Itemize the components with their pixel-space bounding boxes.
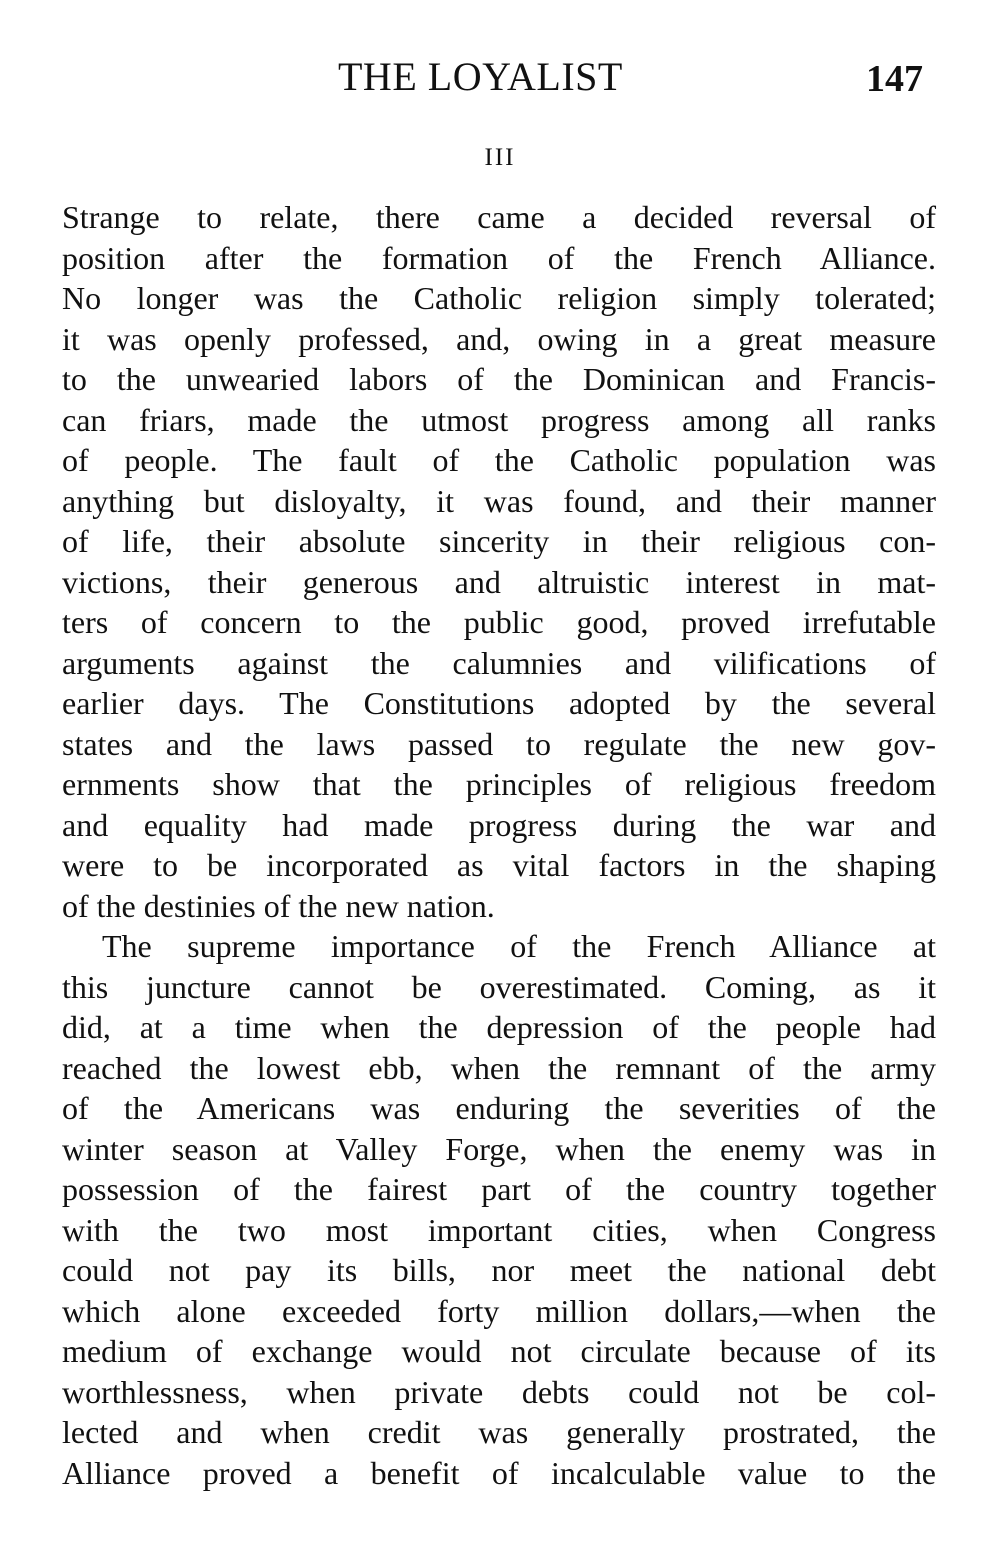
text-line: anything but disloyalty, it was found, and their manner <box>62 482 936 519</box>
text-line: of people. The fault of the Catholic population was <box>62 442 936 478</box>
text-line: Alliance proved a benefit of incalculable value to the <box>62 1454 936 1491</box>
paragraph-end-line: of the destinies of the new nation. <box>62 887 495 924</box>
text-line: medium of exchange would not circulate because of its <box>62 1333 936 1369</box>
paragraph-start-line: The supreme importance of the French Alliance at <box>102 928 936 964</box>
text-line: victions, their generous and altruistic interest in mat- <box>62 563 936 600</box>
text-line: did, at a time when the depression of the people had <box>62 1009 936 1045</box>
text-line: were to be incorporated as vital factors in the shaping <box>62 847 936 883</box>
text-line: worthlessness, when private debts could not be col- <box>62 1373 936 1410</box>
text-line: of the Americans was enduring the severities of the <box>62 1090 936 1126</box>
text-line: could not pay its bills, nor meet the national debt <box>62 1252 936 1288</box>
text-line: to the unwearied labors of the Dominican and Francis- <box>62 361 936 397</box>
text-line: it was openly professed, and, owing in a great measure <box>62 320 936 357</box>
text-line: ters of concern to the public good, proved irrefutable <box>62 604 936 640</box>
running-head <box>0 52 1000 102</box>
text-line: can friars, made the utmost progress among all ranks <box>62 401 936 438</box>
text-line: position after the formation of the French Alliance. <box>62 239 936 276</box>
text-line: with the two most important cities, when Congress <box>62 1211 936 1248</box>
text-line: No longer was the Catholic religion simply tolerated; <box>62 280 936 316</box>
text-line: of life, their absolute sincerity in their religious con- <box>62 523 936 559</box>
text-line: this juncture cannot be overestimated. Coming, as it <box>62 968 936 1005</box>
page-number: 147 <box>866 58 923 100</box>
body-text <box>62 197 936 1493</box>
text-line: arguments against the calumnies and vilifications of <box>62 644 936 681</box>
text-line: which alone exceeded forty million dollars,—when the <box>62 1292 936 1329</box>
text-line: possession of the fairest part of the country together <box>62 1171 936 1207</box>
text-line: states and the laws passed to regulate the new gov- <box>62 725 936 762</box>
text-line: earlier days. The Constitutions adopted by the several <box>62 685 936 721</box>
text-line: and equality had made progress during the war and <box>62 806 936 843</box>
text-line: lected and when credit was generally prostrated, the <box>62 1414 936 1450</box>
running-title: THE LOYALIST <box>338 54 623 99</box>
text-line: ernments show that the principles of religious freedom <box>62 766 936 802</box>
text-line: Strange to relate, there came a decided reversal of <box>62 199 936 235</box>
text-line: winter season at Valley Forge, when the enemy was in <box>62 1130 936 1167</box>
section-number: III <box>484 144 516 171</box>
text-line: reached the lowest ebb, when the remnant of the army <box>62 1049 936 1086</box>
